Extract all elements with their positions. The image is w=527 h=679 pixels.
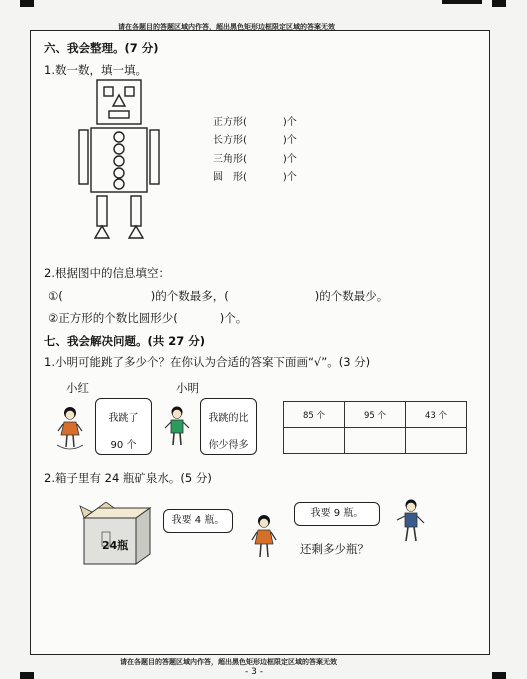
q2-line1-b: )的个数最多，( (150, 289, 229, 303)
corner-mark-bottom-right (492, 672, 506, 679)
section6-q2-label: 2.根据图中的信息填空： (44, 266, 170, 280)
answer-options-table (283, 401, 467, 454)
box-label: 24瓶 (102, 539, 129, 552)
q2-line1-c: )的个数最少。 (314, 289, 389, 303)
speech-bubble-boy: 我要 9 瓶。 (294, 502, 380, 526)
q2-line2-a: ②正方形的个数比圆形少( (48, 311, 178, 325)
section6-q2-line2 (48, 310, 247, 326)
section6-q2-line1 (48, 288, 388, 304)
check-cell-85[interactable] (284, 428, 345, 454)
robot-figure (75, 78, 165, 243)
bubble-text-line: 90 个 (110, 440, 137, 451)
robot-mouth (109, 111, 129, 118)
remaining-question: 还剩多少瓶？ (300, 542, 369, 556)
shape-name: 圆 形( (213, 172, 247, 183)
page-top-bar (442, 0, 482, 4)
robot-body (91, 128, 147, 192)
robot-button-5 (114, 179, 124, 189)
robot-arm-right (150, 130, 159, 184)
count-blank-row (213, 113, 297, 128)
section7-title: 七、我会解决问题。(共 27 分) (44, 334, 206, 348)
boy-figure-xiaoming (163, 404, 191, 448)
robot-foot-right (129, 226, 143, 238)
option-85: 85 个 (284, 402, 345, 428)
corner-mark-top-left (20, 0, 34, 7)
table-row (284, 428, 467, 454)
bubble-text-line: 我跳的比 (208, 413, 249, 424)
shape-name: 正方形( (213, 117, 247, 128)
robot-foot-left (95, 226, 109, 238)
check-cell-95[interactable] (345, 428, 406, 454)
option-43: 43 个 (406, 402, 467, 428)
boy-figure (395, 498, 427, 544)
robot-leg-right (131, 196, 141, 226)
unit-label: )个 (282, 135, 297, 146)
girl-figure-xiaohong (56, 405, 84, 451)
section7-q1-label: 1.小明可能跳了多少个？在你认为合适的答案下面画“√”。(3 分) (44, 355, 371, 369)
robot-eye-left (104, 87, 113, 96)
section6-title: 六、我会整理。(7 分) (44, 41, 159, 55)
robot-eye-right (125, 87, 134, 96)
count-blank-row (213, 150, 297, 165)
robot-button-1 (114, 132, 124, 142)
q2-line1-a: ①( (48, 289, 63, 303)
bubble-text-line: 我跳了 (108, 413, 139, 424)
corner-mark-top-right (492, 0, 506, 7)
section6-q1-label: 1.数一数，填一填。 (44, 63, 147, 77)
count-blank-row (213, 131, 297, 146)
table-row (284, 402, 467, 428)
shape-name: 长方形( (213, 135, 247, 146)
footer-notice: 请在各题目的答题区域内作答，超出黑色矩形边框限定区域的答案无效 (120, 658, 337, 666)
unit-label: )个 (282, 154, 297, 165)
water-box-figure (78, 502, 158, 568)
name-xiaoming: 小明 (176, 381, 199, 395)
robot-leg-left (97, 196, 107, 226)
header-notice: 请在各题目的答题区域内作答，超出黑色矩形边框限定区域的答案无效 (118, 23, 335, 31)
speech-bubble-xiaoming (200, 398, 257, 455)
robot-nose-triangle (113, 95, 125, 106)
robot-button-3 (114, 156, 124, 166)
page-number: - 3 - (245, 667, 263, 677)
section7-q2-label: 2.箱子里有 24 瓶矿泉水。(5 分) (44, 471, 212, 485)
name-xiaohong: 小红 (66, 381, 89, 395)
count-blank-row (213, 168, 297, 183)
corner-mark-bottom-left (20, 672, 34, 679)
robot-button-2 (114, 144, 124, 154)
unit-label: )个 (282, 172, 297, 183)
bubble-text-line: 你少得多 (208, 440, 249, 451)
unit-label: )个 (282, 117, 297, 128)
option-95: 95 个 (345, 402, 406, 428)
shape-name: 三角形( (213, 154, 247, 165)
girl-figure (250, 513, 278, 561)
q2-line2-b: )个。 (219, 311, 248, 325)
speech-bubble-xiaohong (95, 398, 152, 455)
speech-bubble-girl: 我要 4 瓶。 (163, 509, 233, 533)
robot-arm-left (79, 130, 88, 184)
check-cell-43[interactable] (406, 428, 467, 454)
robot-button-4 (114, 168, 124, 178)
